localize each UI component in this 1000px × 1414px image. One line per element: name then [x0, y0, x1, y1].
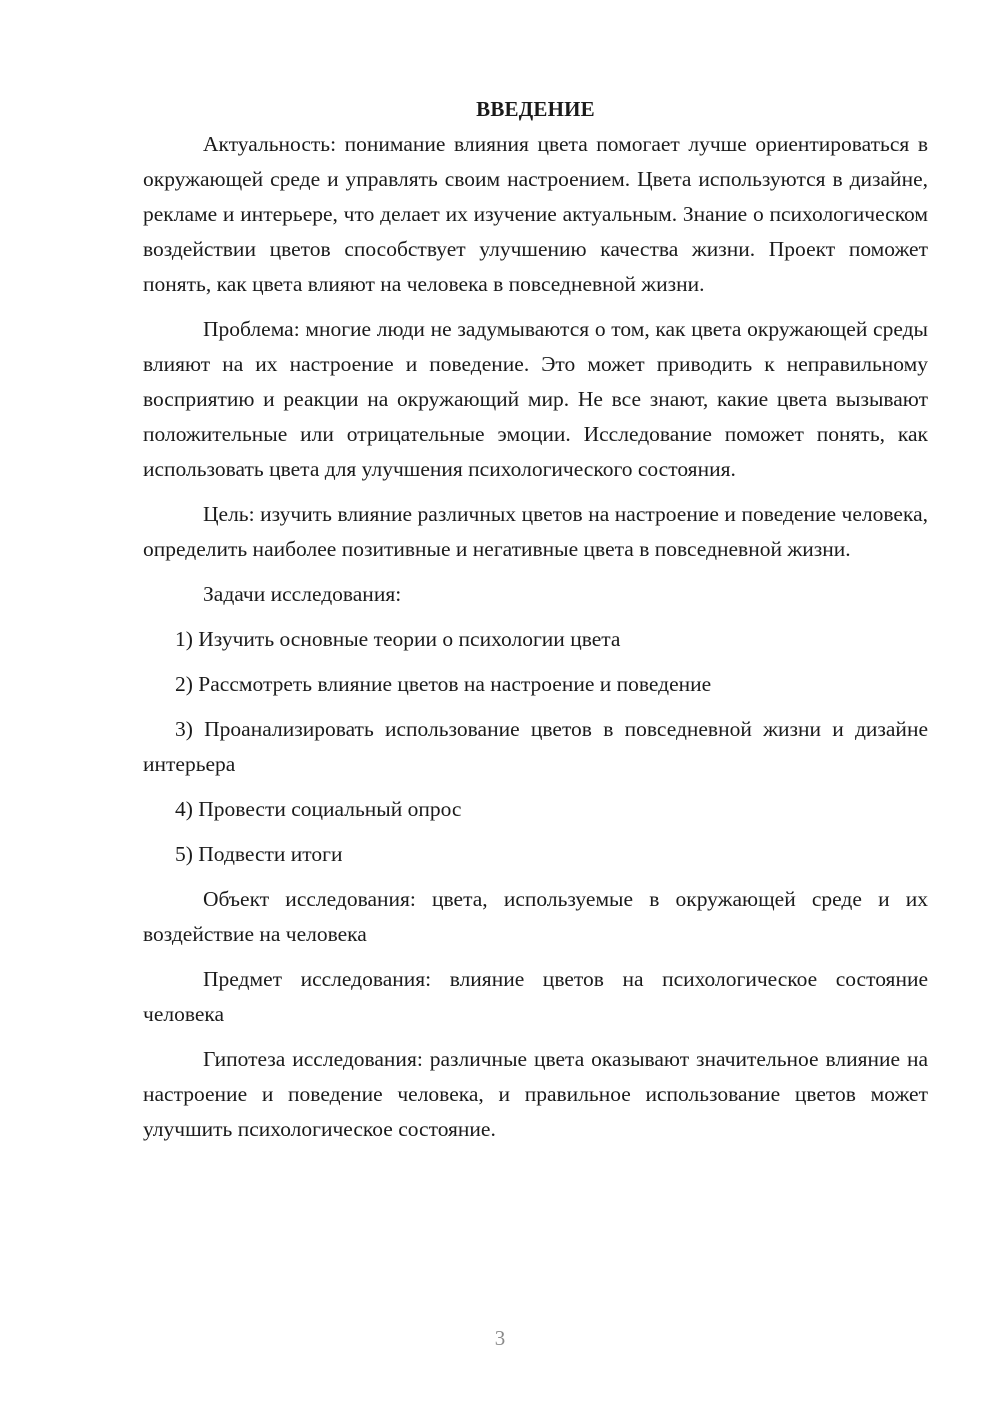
page-number: 3: [494, 1326, 506, 1350]
task-item: 2) Рассмотреть влияние цветов на настроение и поведение: [175, 672, 712, 696]
document-page: [143, 92, 928, 1157]
task-item: 4) Провести социальный опрос: [175, 797, 462, 821]
task-item: 5) Подвести итоги: [175, 842, 343, 866]
problem-paragraph: Проблема: многие люди не задумываются о том, как цвета окружающей среды влияют на их настроение и поведение. Это может приводить к неправильному восприятию и реакции на окружающий мир. Не все знают, какие цвета вызывают положительные или отрицательные эмоции. Исследование поможет понять, как использовать цвета для улучшения психологического состояния.: [143, 317, 928, 481]
task-item: 1) Изучить основные теории о психологии цвета: [175, 627, 621, 651]
object-paragraph: Объект исследования: цвета, используемые в окружающей среде и их воздействие на человека: [143, 887, 928, 946]
tasks-list: [143, 622, 928, 872]
relevance-paragraph: Актуальность: понимание влияния цвета помогает лучше ориентироваться в окружающей среде и управлять своим настроением. Цвета используются в дизайне, рекламе и интерьере, что делает их изучение актуальным. Знание о психологическом воздействии цветов способствует улучшению качества жизни. Проект поможет понять, как цвета влияют на человека в повседневной жизни.: [143, 132, 928, 296]
goal-paragraph: Цель: изучить влияние различных цветов на настроение и поведение человека, определить наиболее позитивные и негативные цвета в повседневной жизни.: [143, 502, 928, 561]
subject-paragraph: Предмет исследования: влияние цветов на психологическое состояние человека: [143, 967, 928, 1026]
section-title: ВВЕДЕНИЕ: [476, 97, 595, 121]
tasks-heading: Задачи исследования:: [203, 582, 402, 606]
hypothesis-paragraph: Гипотеза исследования: различные цвета оказывают значительное влияние на настроение и поведение человека, и правильное использование цветов может улучшить психологическое состояние.: [143, 1047, 928, 1141]
task-item: 3) Проанализировать использование цветов в повседневной жизни и дизайне интерьера: [143, 717, 928, 776]
